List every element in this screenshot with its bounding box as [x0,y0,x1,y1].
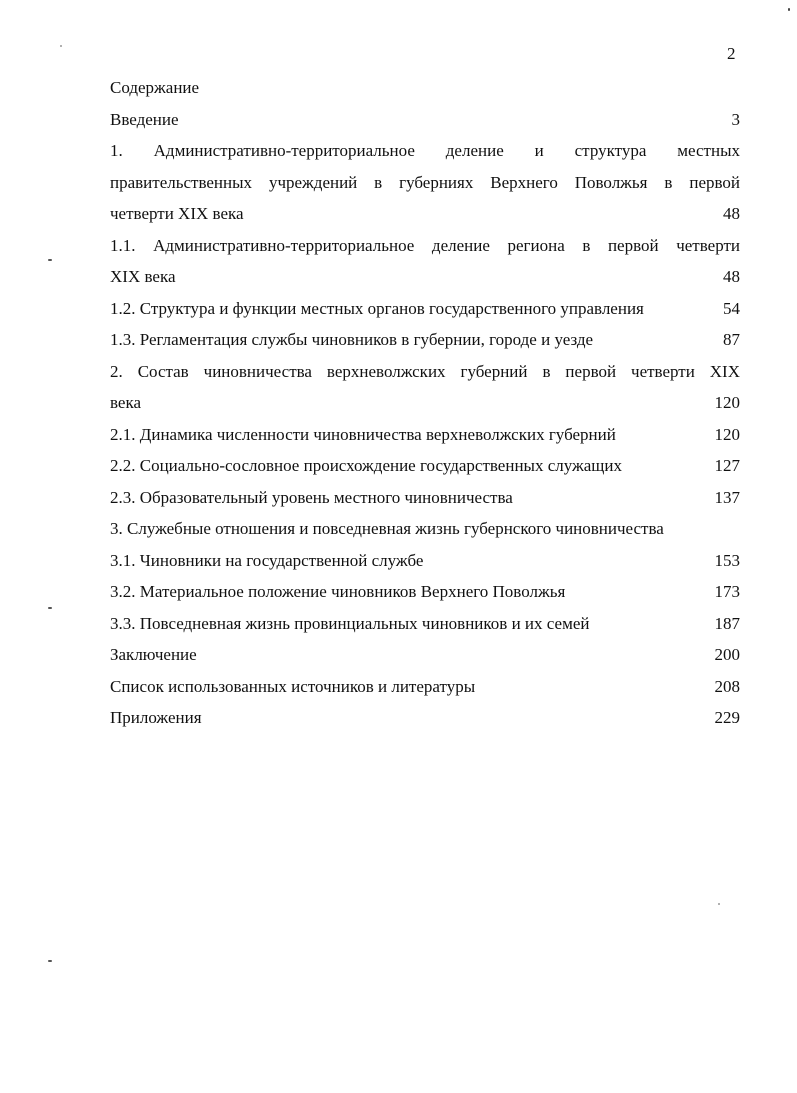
toc-entry-title: 2.2. Социально-сословное происхождение государственных служащих [110,456,622,475]
toc-entry-page: 3 [731,109,740,129]
toc-entry-title: Приложения [110,708,202,727]
toc-entry-conclusion [110,639,740,671]
toc-entry-title: Список использованных источников и литературы [110,676,476,696]
toc-entry-page: 173 [714,582,740,601]
scan-speck [48,607,52,609]
toc-entry-line: 1.1. Административно-территориальное деление региона в первой четверти [110,235,740,255]
toc-entry-title: четверти XIX века [110,204,244,223]
toc-entry-chapter-3 [110,513,740,545]
toc-entry-title: 3.2. Материальное положение чиновников Верхнего Поволжья [110,582,566,601]
scan-speck [718,903,720,905]
toc-entry-page: 87 [723,330,740,349]
toc-entry-section-3-1 [110,545,740,577]
toc-heading: Содержание [110,78,200,97]
toc-entry-page: 200 [714,645,740,664]
toc-entry-section-1-2 [110,293,740,325]
scan-speck [48,960,52,962]
toc-entry-title: 1.3. Регламентация службы чиновников в губернии, городе и уезде [110,330,594,349]
scan-speck [60,45,62,47]
toc-entry-title: века [110,393,142,412]
toc-entry-page: 120 [714,424,740,444]
toc-entry-chapter-2 [110,356,740,419]
toc-entry-page: 54 [723,298,740,318]
toc-entry-introduction [110,104,740,136]
toc-entry-page: 208 [714,676,740,696]
toc-entry-title: Заключение [110,645,197,664]
toc-entry-title: Введение [110,109,179,129]
toc-entry-page: 137 [714,487,740,507]
toc-entry-section-2-1 [110,419,740,451]
toc-entry-title: 3.1. Чиновники на государственной службе [110,550,424,570]
toc-entry-appendices [110,702,740,734]
toc-entry-page: 229 [714,708,740,727]
page-number: 2 [727,44,736,63]
scan-speck [788,8,790,11]
toc-entry-chapter-1 [110,135,740,230]
scan-speck [48,259,52,261]
toc-entry-page: 48 [723,267,740,286]
toc-entry-section-2-3 [110,482,740,514]
toc-entry-section-3-2 [110,576,740,608]
toc-entry-section-3-3 [110,608,740,640]
toc-entry-section-1-3 [110,324,740,356]
toc-entry-page: 127 [714,456,740,475]
toc-entry-page: 48 [723,204,740,223]
toc-entry-title: 2.1. Динамика численности чиновничества верхневолжских губерний [110,424,616,444]
toc-entry-line: правительственных учреждений в губерниях Верхнего Поволжья в первой [110,172,740,192]
toc-entry-section-1-1 [110,230,740,293]
toc-entry-title: 3.3. Повседневная жизнь провинциальных чиновников и их семей [110,613,590,633]
toc-entry-title: XIX века [110,267,176,286]
toc-entry-bibliography [110,671,740,703]
toc-entry-page: 187 [714,613,740,633]
toc-entry-section-2-2 [110,450,740,482]
toc-entry-page: 120 [714,393,740,412]
toc-entry-page: 153 [714,550,740,570]
toc-entry-title: 2.3. Образовательный уровень местного чиновничества [110,487,513,507]
toc-entry-line: 1. Административно-территориальное деление и структура местных [110,141,740,160]
toc-entry-title: 3. Служебные отношения и повседневная жизнь губернского чиновничества [110,519,664,538]
toc-entry-line: 2. Состав чиновничества верхневолжских губерний в первой четверти XIX [110,361,740,381]
table-of-contents [110,72,740,734]
toc-entry-title: 1.2. Структура и функции местных органов государственного управления [110,298,644,318]
